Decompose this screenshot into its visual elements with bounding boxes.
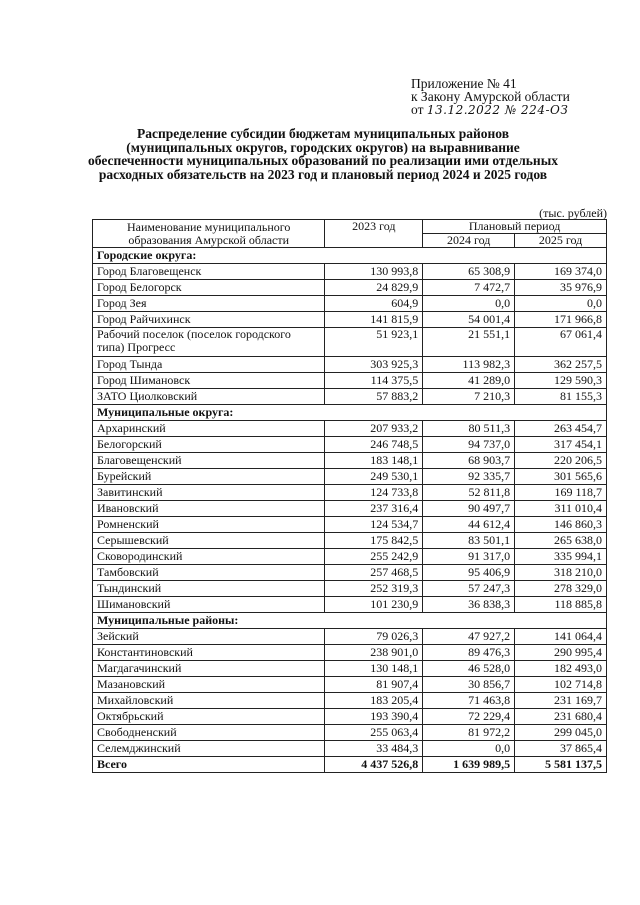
table-row [93, 597, 607, 613]
row-name: Город Райчихинск [93, 312, 325, 328]
table-row [93, 645, 607, 661]
row-value-y2025: 301 565,6 [515, 469, 607, 485]
header-planned: Плановый период [423, 220, 607, 234]
row-value-y2025: 118 885,8 [515, 597, 607, 613]
section-row [93, 613, 607, 629]
row-name: Свободненский [93, 725, 325, 741]
row-value-y2024: 81 972,2 [423, 725, 515, 741]
row-value-y2024: 21 551,1 [423, 328, 515, 357]
row-value-y2025: 169 374,0 [515, 264, 607, 280]
header-2025: 2025 год [515, 234, 607, 248]
row-name: Селемджинский [93, 741, 325, 757]
row-value-y2024: 46 528,0 [423, 661, 515, 677]
date-prefix: от [411, 102, 424, 117]
row-value-y2025: 263 454,7 [515, 421, 607, 437]
row-value-y2023: 604,9 [325, 296, 423, 312]
section-row [93, 405, 607, 421]
row-value-y2023: 24 829,9 [325, 280, 423, 296]
row-value-y2025: 146 860,3 [515, 517, 607, 533]
row-value-y2023: 33 484,3 [325, 741, 423, 757]
handwritten-date: 13.12.2022 № 224-ОЗ [426, 103, 569, 117]
row-value-y2025: 169 118,7 [515, 485, 607, 501]
table-row [93, 501, 607, 517]
table-row [93, 533, 607, 549]
row-name: Константиновский [93, 645, 325, 661]
row-value-y2023: 238 901,0 [325, 645, 423, 661]
appendix-law: к Закону Амурской области [411, 89, 570, 104]
row-value-y2023: 255 063,4 [325, 725, 423, 741]
header-2024: 2024 год [423, 234, 515, 248]
row-name: Рабочий поселок (поселок городского типа) Прогресс [93, 328, 325, 357]
row-value-y2024: 89 476,3 [423, 645, 515, 661]
table-body [93, 248, 607, 773]
header-name: Наименование муниципального образования Амурской области [93, 220, 325, 248]
row-value-y2025: 67 061,4 [515, 328, 607, 357]
row-value-y2023: 130 993,8 [325, 264, 423, 280]
table-row [93, 661, 607, 677]
row-value-y2024: 30 856,7 [423, 677, 515, 693]
row-name: Ивановский [93, 501, 325, 517]
row-value-y2025: 0,0 [515, 296, 607, 312]
row-value-y2025: 220 206,5 [515, 453, 607, 469]
table-row [93, 629, 607, 645]
row-name: Город Белогорск [93, 280, 325, 296]
row-value-y2024: 0,0 [423, 741, 515, 757]
row-value-y2023: 57 883,2 [325, 389, 423, 405]
row-value-y2024: 36 838,3 [423, 597, 515, 613]
row-value-y2023: 141 815,9 [325, 312, 423, 328]
table-row [93, 709, 607, 725]
row-value-y2024: 0,0 [423, 296, 515, 312]
row-value-y2024: 80 511,3 [423, 421, 515, 437]
row-value-y2024: 54 001,4 [423, 312, 515, 328]
row-value-y2023: 51 923,1 [325, 328, 423, 357]
row-value-y2023: 124 733,8 [325, 485, 423, 501]
table-row [93, 725, 607, 741]
table-row [93, 693, 607, 709]
units-label: (тыс. рублей) [539, 206, 607, 220]
table-row [93, 296, 607, 312]
row-value-y2023: 114 375,5 [325, 373, 423, 389]
row-value-y2025: 141 064,4 [515, 629, 607, 645]
row-name: Город Зея [93, 296, 325, 312]
table-row [93, 421, 607, 437]
document-title: Распределение субсидии бюджетам муниципальных районов (муниципальных округов, городских округов) на выравнивание обеспеченности муниципальных образований по реализации ими отдельных расходных обязательств на 2023 год и плановый период 2024 и 2025 годов [88, 126, 558, 182]
row-value-y2025: 129 590,3 [515, 373, 607, 389]
row-value-y2025: 278 329,0 [515, 581, 607, 597]
row-value-y2025: 318 210,0 [515, 565, 607, 581]
table-row [93, 280, 607, 296]
row-value-y2023: 193 390,4 [325, 709, 423, 725]
section-title: Муниципальные округа: [93, 405, 607, 421]
row-name: Город Шимановск [93, 373, 325, 389]
row-value-y2023: 303 925,3 [325, 357, 423, 373]
total-label: Всего [93, 757, 325, 773]
row-value-y2025: 37 865,4 [515, 741, 607, 757]
row-name: Тамбовский [93, 565, 325, 581]
row-value-y2025: 102 714,8 [515, 677, 607, 693]
row-name: Город Тында [93, 357, 325, 373]
row-value-y2024: 57 247,3 [423, 581, 515, 597]
row-value-y2023: 249 530,1 [325, 469, 423, 485]
row-name: Октябрьский [93, 709, 325, 725]
row-name: Город Благовещенск [93, 264, 325, 280]
table-row [93, 312, 607, 328]
appendix-date-line [411, 103, 570, 117]
table-row [93, 485, 607, 501]
table-row [93, 453, 607, 469]
row-value-y2025: 81 155,3 [515, 389, 607, 405]
row-value-y2023: 252 319,3 [325, 581, 423, 597]
row-value-y2024: 52 811,8 [423, 485, 515, 501]
row-value-y2024: 44 612,4 [423, 517, 515, 533]
row-value-y2024: 72 229,4 [423, 709, 515, 725]
row-value-y2024: 91 317,0 [423, 549, 515, 565]
appendix-block [411, 77, 570, 117]
table-row [93, 549, 607, 565]
row-value-y2023: 79 026,3 [325, 629, 423, 645]
row-value-y2023: 237 316,4 [325, 501, 423, 517]
row-name: Архаринский [93, 421, 325, 437]
row-value-y2025: 231 680,4 [515, 709, 607, 725]
table-row [93, 389, 607, 405]
row-value-y2025: 231 169,7 [515, 693, 607, 709]
section-row [93, 248, 607, 264]
row-value-y2023: 130 148,1 [325, 661, 423, 677]
row-value-y2023: 183 205,4 [325, 693, 423, 709]
row-name: Мазановский [93, 677, 325, 693]
subsidy-table [92, 219, 607, 773]
table-row [93, 264, 607, 280]
table-row [93, 677, 607, 693]
row-value-y2023: 207 933,2 [325, 421, 423, 437]
total-row [93, 757, 607, 773]
row-name: Ромненский [93, 517, 325, 533]
table-row [93, 373, 607, 389]
row-value-y2025: 35 976,9 [515, 280, 607, 296]
total-value-y2024: 1 639 989,5 [423, 757, 515, 773]
row-name: Белогорский [93, 437, 325, 453]
row-name: Зейский [93, 629, 325, 645]
row-value-y2023: 81 907,4 [325, 677, 423, 693]
row-value-y2024: 71 463,8 [423, 693, 515, 709]
row-value-y2024: 83 501,1 [423, 533, 515, 549]
row-value-y2024: 47 927,2 [423, 629, 515, 645]
row-value-y2024: 41 289,0 [423, 373, 515, 389]
row-value-y2024: 68 903,7 [423, 453, 515, 469]
row-value-y2023: 255 242,9 [325, 549, 423, 565]
row-name: Шимановский [93, 597, 325, 613]
table-row [93, 741, 607, 757]
row-name: ЗАТО Циолковский [93, 389, 325, 405]
row-value-y2025: 317 454,1 [515, 437, 607, 453]
row-value-y2023: 124 534,7 [325, 517, 423, 533]
row-name: Благовещенский [93, 453, 325, 469]
table-row [93, 517, 607, 533]
row-value-y2023: 246 748,5 [325, 437, 423, 453]
total-value-y2023: 4 437 526,8 [325, 757, 423, 773]
row-name: Завитинский [93, 485, 325, 501]
row-value-y2024: 7 472,7 [423, 280, 515, 296]
section-title: Городские округа: [93, 248, 607, 264]
table-row [93, 469, 607, 485]
row-value-y2024: 92 335,7 [423, 469, 515, 485]
row-value-y2025: 171 966,8 [515, 312, 607, 328]
row-value-y2023: 101 230,9 [325, 597, 423, 613]
row-value-y2023: 257 468,5 [325, 565, 423, 581]
section-title: Муниципальные районы: [93, 613, 607, 629]
row-value-y2025: 182 493,0 [515, 661, 607, 677]
row-value-y2025: 311 010,4 [515, 501, 607, 517]
row-name: Михайловский [93, 693, 325, 709]
table-row [93, 357, 607, 373]
header-2023: 2023 год [325, 220, 423, 248]
row-name: Серышевский [93, 533, 325, 549]
row-value-y2024: 90 497,7 [423, 501, 515, 517]
row-name: Сковородинский [93, 549, 325, 565]
row-value-y2025: 290 995,4 [515, 645, 607, 661]
table-row [93, 581, 607, 597]
row-value-y2025: 335 994,1 [515, 549, 607, 565]
row-value-y2024: 95 406,9 [423, 565, 515, 581]
row-value-y2024: 65 308,9 [423, 264, 515, 280]
row-name: Тындинский [93, 581, 325, 597]
row-name: Магдагачинский [93, 661, 325, 677]
table-row [93, 328, 607, 357]
row-value-y2023: 183 148,1 [325, 453, 423, 469]
row-value-y2025: 265 638,0 [515, 533, 607, 549]
table-row [93, 565, 607, 581]
appendix-number: Приложение № 41 [411, 76, 517, 91]
row-value-y2024: 94 737,0 [423, 437, 515, 453]
row-name: Бурейский [93, 469, 325, 485]
row-value-y2025: 362 257,5 [515, 357, 607, 373]
row-value-y2025: 299 045,0 [515, 725, 607, 741]
table-row [93, 437, 607, 453]
row-value-y2024: 113 982,3 [423, 357, 515, 373]
row-value-y2023: 175 842,5 [325, 533, 423, 549]
row-value-y2024: 7 210,3 [423, 389, 515, 405]
total-value-y2025: 5 581 137,5 [515, 757, 607, 773]
